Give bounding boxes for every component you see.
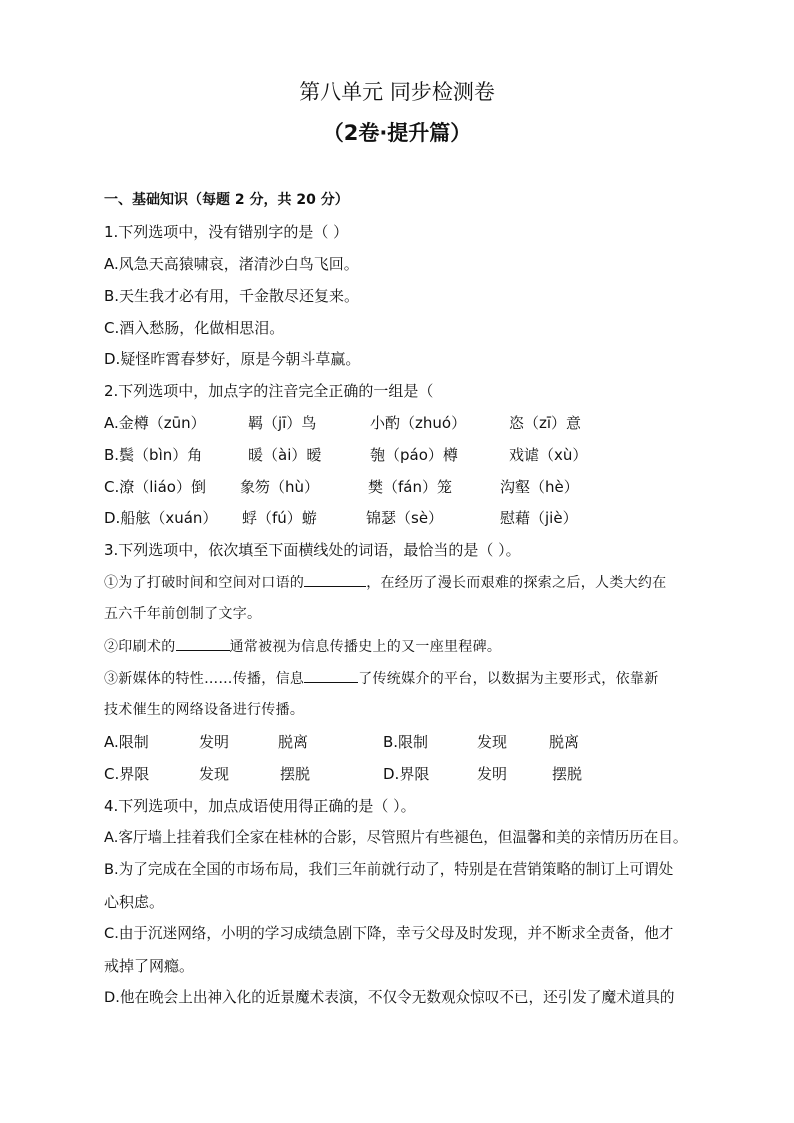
q2-cell: 樊（fán）笼: [368, 478, 452, 496]
q3-s2-part2: 通常被视为信息传播史上的又一座里程碑。: [229, 639, 502, 655]
q1-option-a: A.风急天高猿啸哀，渚清沙白鸟飞回。: [104, 255, 359, 273]
q3-s3-part3: 技术催生的网络设备进行传播。: [104, 702, 305, 718]
q3-sentence-2: [104, 636, 501, 657]
q1-option-c: C.酒入愁肠，化做相思泪。: [104, 319, 285, 337]
section-heading: 一、基础知识（每题 2 分，共 20 分）: [104, 192, 349, 208]
q3-option-a-word2: 发明: [199, 733, 230, 751]
q1-option-d: D.疑怪昨霄春梦好，原是今朝斗草赢。: [104, 350, 361, 368]
q3-option-c-word3: 摆脱: [280, 765, 311, 783]
q2-cell: 蜉（fú）蝣: [242, 509, 317, 527]
q2-cell: 暖（ài）暧: [248, 446, 322, 464]
q3-option-b-word1: B.限制: [383, 733, 429, 751]
q2-cell: 羁（jī）鸟: [248, 414, 317, 432]
q2-stem: 2.下列选项中，加点字的注音完全正确的一组是（: [104, 382, 434, 400]
q4-option-c-cont: 戒掉了网瘾。: [104, 957, 195, 975]
q4-option-b: B.为了完成在全国的市场布局，我们三年前就行动了，特别是在营销策略的制订上可谓处: [104, 861, 674, 878]
q4-option-a: A.客厅墙上挂着我们全家在桂林的合影，尽管照片有些褪色，但温馨和美的亲情历历在目。: [104, 829, 688, 846]
q4-option-c: C.由于沉迷网络，小明的学习成绩急剧下降，幸亏父母及时发现，并不断求全责备，他才: [104, 925, 674, 942]
page-title: 第八单元 同步检测卷: [299, 80, 495, 104]
q3-sentence-3: [104, 668, 659, 689]
page-subtitle: （2卷·提升篇）: [322, 121, 472, 145]
q1-option-b: B.天生我才必有用，千金散尽还复来。: [104, 287, 360, 305]
q1-stem: 1.下列选项中，没有错别字的是（ ）: [104, 223, 349, 241]
q2-cell: 小酌（zhuó）: [370, 414, 467, 432]
q2-cell: 匏（páo）樽: [370, 446, 458, 464]
q3-option-a-word1: A.限制: [104, 733, 149, 751]
fill-blank: [304, 668, 358, 683]
q3-s1-part2: ，在经历了漫长而艰难的探索之后，人类大约在: [366, 575, 667, 591]
q2-cell: B.鬓（bìn）角: [104, 446, 203, 464]
q4-option-d: D.他在晚会上出神入化的近景魔术表演，不仅令无数观众惊叹不已，还引发了魔术道具的: [104, 989, 675, 1006]
q3-s1-part1: ①为了打破时间和空间对口语的: [104, 575, 305, 591]
q3-option-c-word1: C.界限: [104, 765, 150, 783]
q2-cell: 象笏（hù）: [240, 478, 320, 496]
q4-stem: 4.下列选项中，加点成语使用得正确的是（ ）。: [104, 797, 416, 815]
q2-cell: C.潦（liáo）倒: [104, 478, 206, 496]
q2-cell: A.金樽（zūn）: [104, 414, 206, 432]
q4-option-b-cont: 心积虑。: [104, 893, 165, 911]
q2-cell: 慰藉（jiè）: [500, 509, 578, 527]
q2-cell: 戏谑（xù）: [509, 446, 588, 464]
q3-option-a-word3: 脱离: [278, 733, 309, 751]
q3-s1-part3: 五六千年前创制了文字。: [104, 606, 262, 622]
q3-sentence-1: [104, 572, 667, 593]
q3-option-d-word1: D.界限: [383, 765, 430, 783]
q3-option-b-word3: 脱离: [549, 733, 580, 751]
q3-option-d-word3: 摆脱: [552, 765, 583, 783]
q3-s3-part1: ③新媒体的特性……传播，信息: [104, 671, 305, 687]
q3-s3-part2: 了传统媒介的平台，以数据为主要形式，依靠新: [358, 671, 659, 687]
q3-option-d-word2: 发明: [477, 765, 508, 783]
q2-cell: 锦瑟（sè）: [366, 509, 444, 527]
q2-cell: 恣（zī）意: [509, 414, 582, 432]
q2-cell: 沟壑（hè）: [500, 478, 579, 496]
fill-blank: [176, 636, 230, 651]
q3-s2-part1: ②印刷术的: [104, 639, 176, 655]
q2-cell: D.船舷（xuán）: [104, 509, 218, 527]
q3-stem: 3.下列选项中，依次填至下面横线处的词语，最恰当的是（ ）。: [104, 541, 521, 559]
fill-blank: [304, 572, 366, 587]
q3-option-c-word2: 发现: [199, 765, 230, 783]
q3-option-b-word2: 发现: [477, 733, 508, 751]
